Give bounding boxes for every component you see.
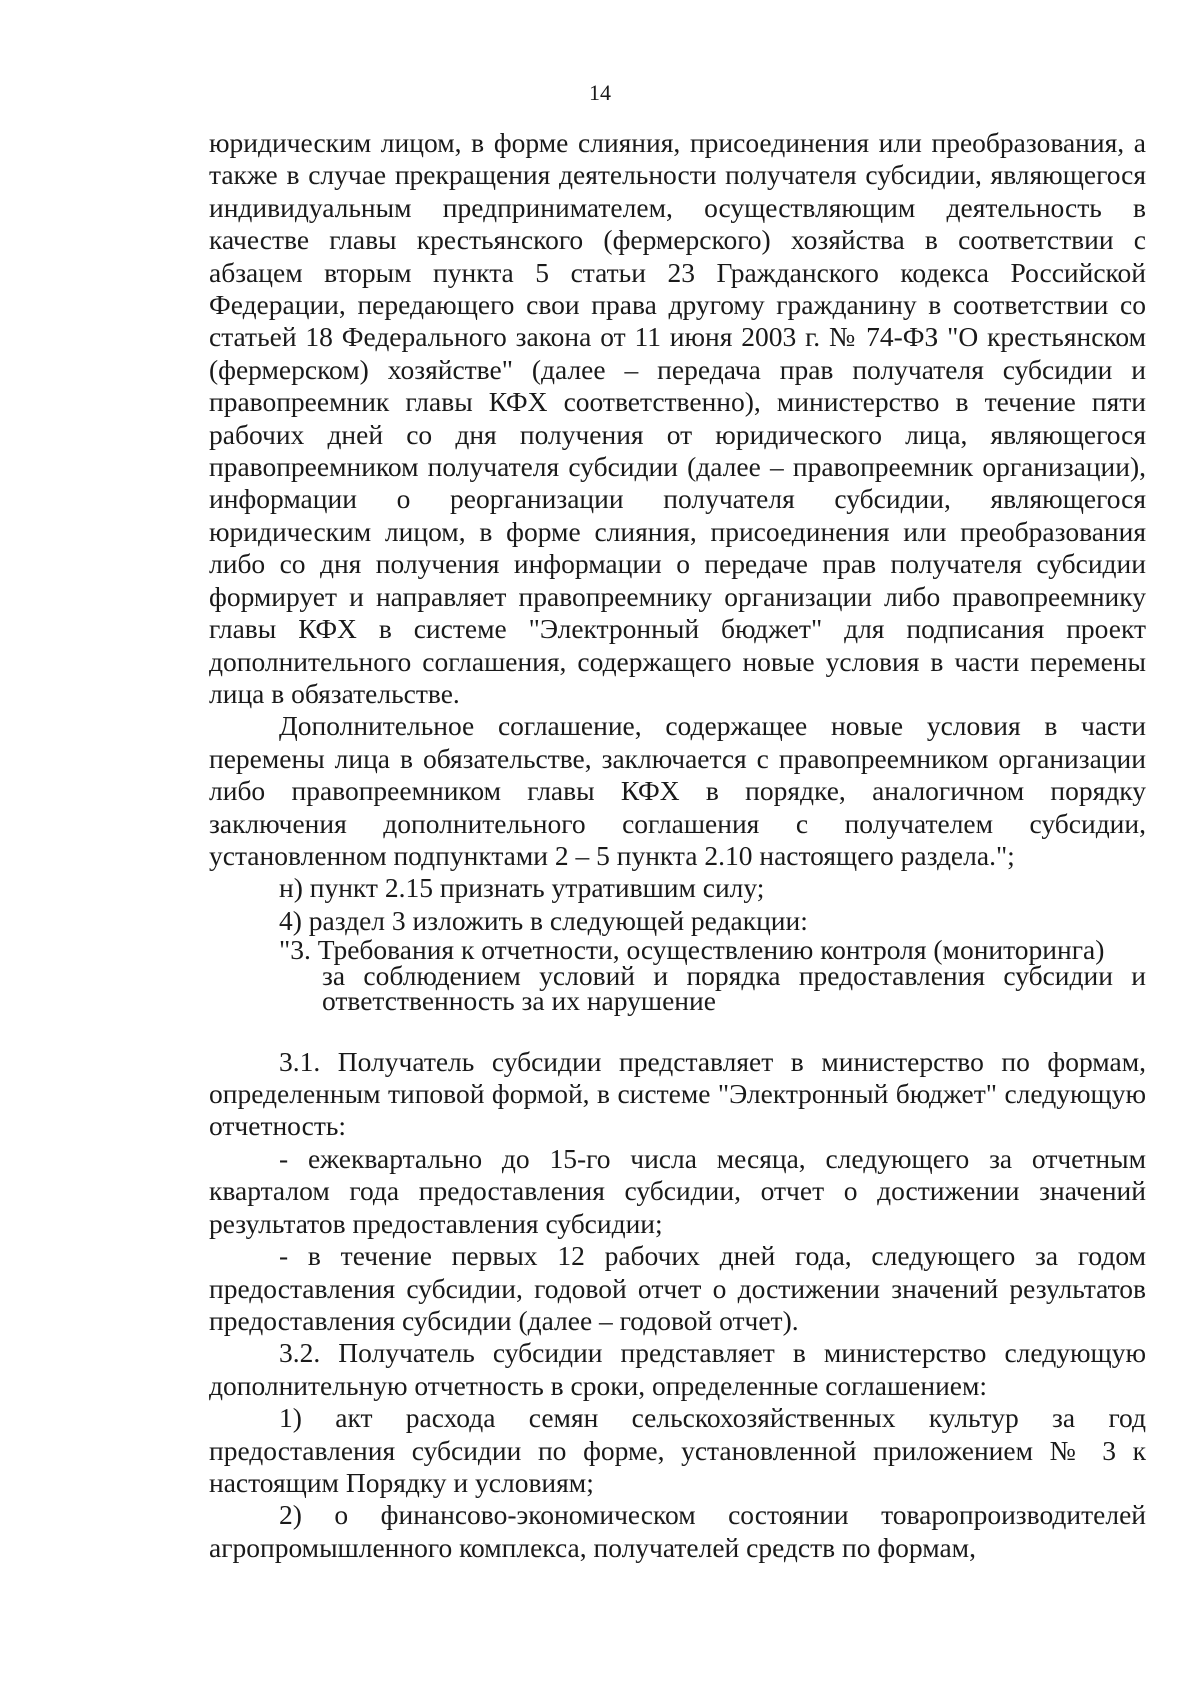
section-3-heading-line-1: "3. Требования к отчетности, осуществлению контроля (мониторинга) [279, 934, 1105, 966]
paragraph-financial-state: 2) о финансово-экономическом состоянии товаропроизводителей агропромышленного комплекса, получателей средств по формам, [209, 1499, 1146, 1563]
paragraph-item-4: 4) раздел 3 изложить в следующей редакции: [279, 904, 808, 936]
section-3-heading [209, 934, 1146, 1017]
paragraph-continuation: юридическим лицом, в форме слияния, присоединения или преобразования, а также в случае прекращения деятельности получателя субсидии, являющегося индивидуальным предпринимателем, осуществляющим деятельность в качестве главы крестьянского (фермерского) хозяйства в соответствии с абзацем вторым пункта 5 статьи 23 Гражданского кодекса Российской Федерации, передающего свои права другому гражданину в соответствии со статьей 18 Федерального закона от 11 июня 2003 г. № 74-ФЗ "О крестьянском (фермерском) хозяйстве" (далее – передача прав получателя субсидии и правопреемник главы КФХ соответственно), министерство в течение пяти рабочих дней со дня получения от юридического лица, являющегося правопреемником получателя субсидии (далее – правопреемник организации), информации о реорганизации получателя субсидии, являющегося юридическим лицом, в форме слияния, присоединения или преобразования либо со дня получения информации о передаче прав получателя субсидии формирует и направляет правопреемнику организации либо правопреемнику главы КФХ в системе "Электронный бюджет" для подписания проект дополнительного соглашения, содержащего новые условия в части перемены лица в обязательстве. [209, 127, 1146, 709]
paragraph-seed-act: 1) акт расхода семян сельскохозяйственных культур за год предоставления субсидии по форме, установленной приложением № 3 к настоящим Порядку и условиям; [209, 1402, 1146, 1498]
paragraph-annual-report: - в течение первых 12 рабочих дней года, следующего за годом предоставления субсидии, годовой отчет о достижении значений результатов предоставления субсидии (далее – годовой отчет). [209, 1240, 1146, 1336]
heading-spacer [209, 1014, 1146, 1046]
section-3-heading-continuation: за соблюдением условий и порядка предоставления субсидии и ответственность за их нарушение [322, 959, 1146, 1017]
paragraph-quarterly-report: - ежеквартально до 15-го числа месяца, следующего за отчетным кварталом года предоставления субсидии, отчет о достижении значений результатов предоставления субсидии; [209, 1142, 1146, 1239]
document-body [209, 127, 1146, 1564]
paragraph-3-1: 3.1. Получатель субсидии представляет в министерство по формам, определенным типовой формой, в системе "Электронный бюджет" следующую отчетность: [209, 1045, 1146, 1142]
paragraph-3-2: 3.2. Получатель субсидии представляет в министерство следующую дополнительную отчетность в сроки, определенные соглашением: [209, 1337, 1146, 1401]
page-number: 14 [589, 80, 611, 105]
paragraph-additional-agreement: Дополнительное соглашение, содержащее новые условия в части перемены лица в обязательстве, заключается с правопреемником организации либо правопреемником главы КФХ в порядке, аналогичном порядку заключения дополнительного соглашения с получателем субсидии, установленном подпунктами 2 – 5 пункта 2.10 настоящего раздела."; [209, 710, 1146, 871]
paragraph-item-n: н) пункт 2.15 признать утратившим силу; [279, 872, 765, 904]
